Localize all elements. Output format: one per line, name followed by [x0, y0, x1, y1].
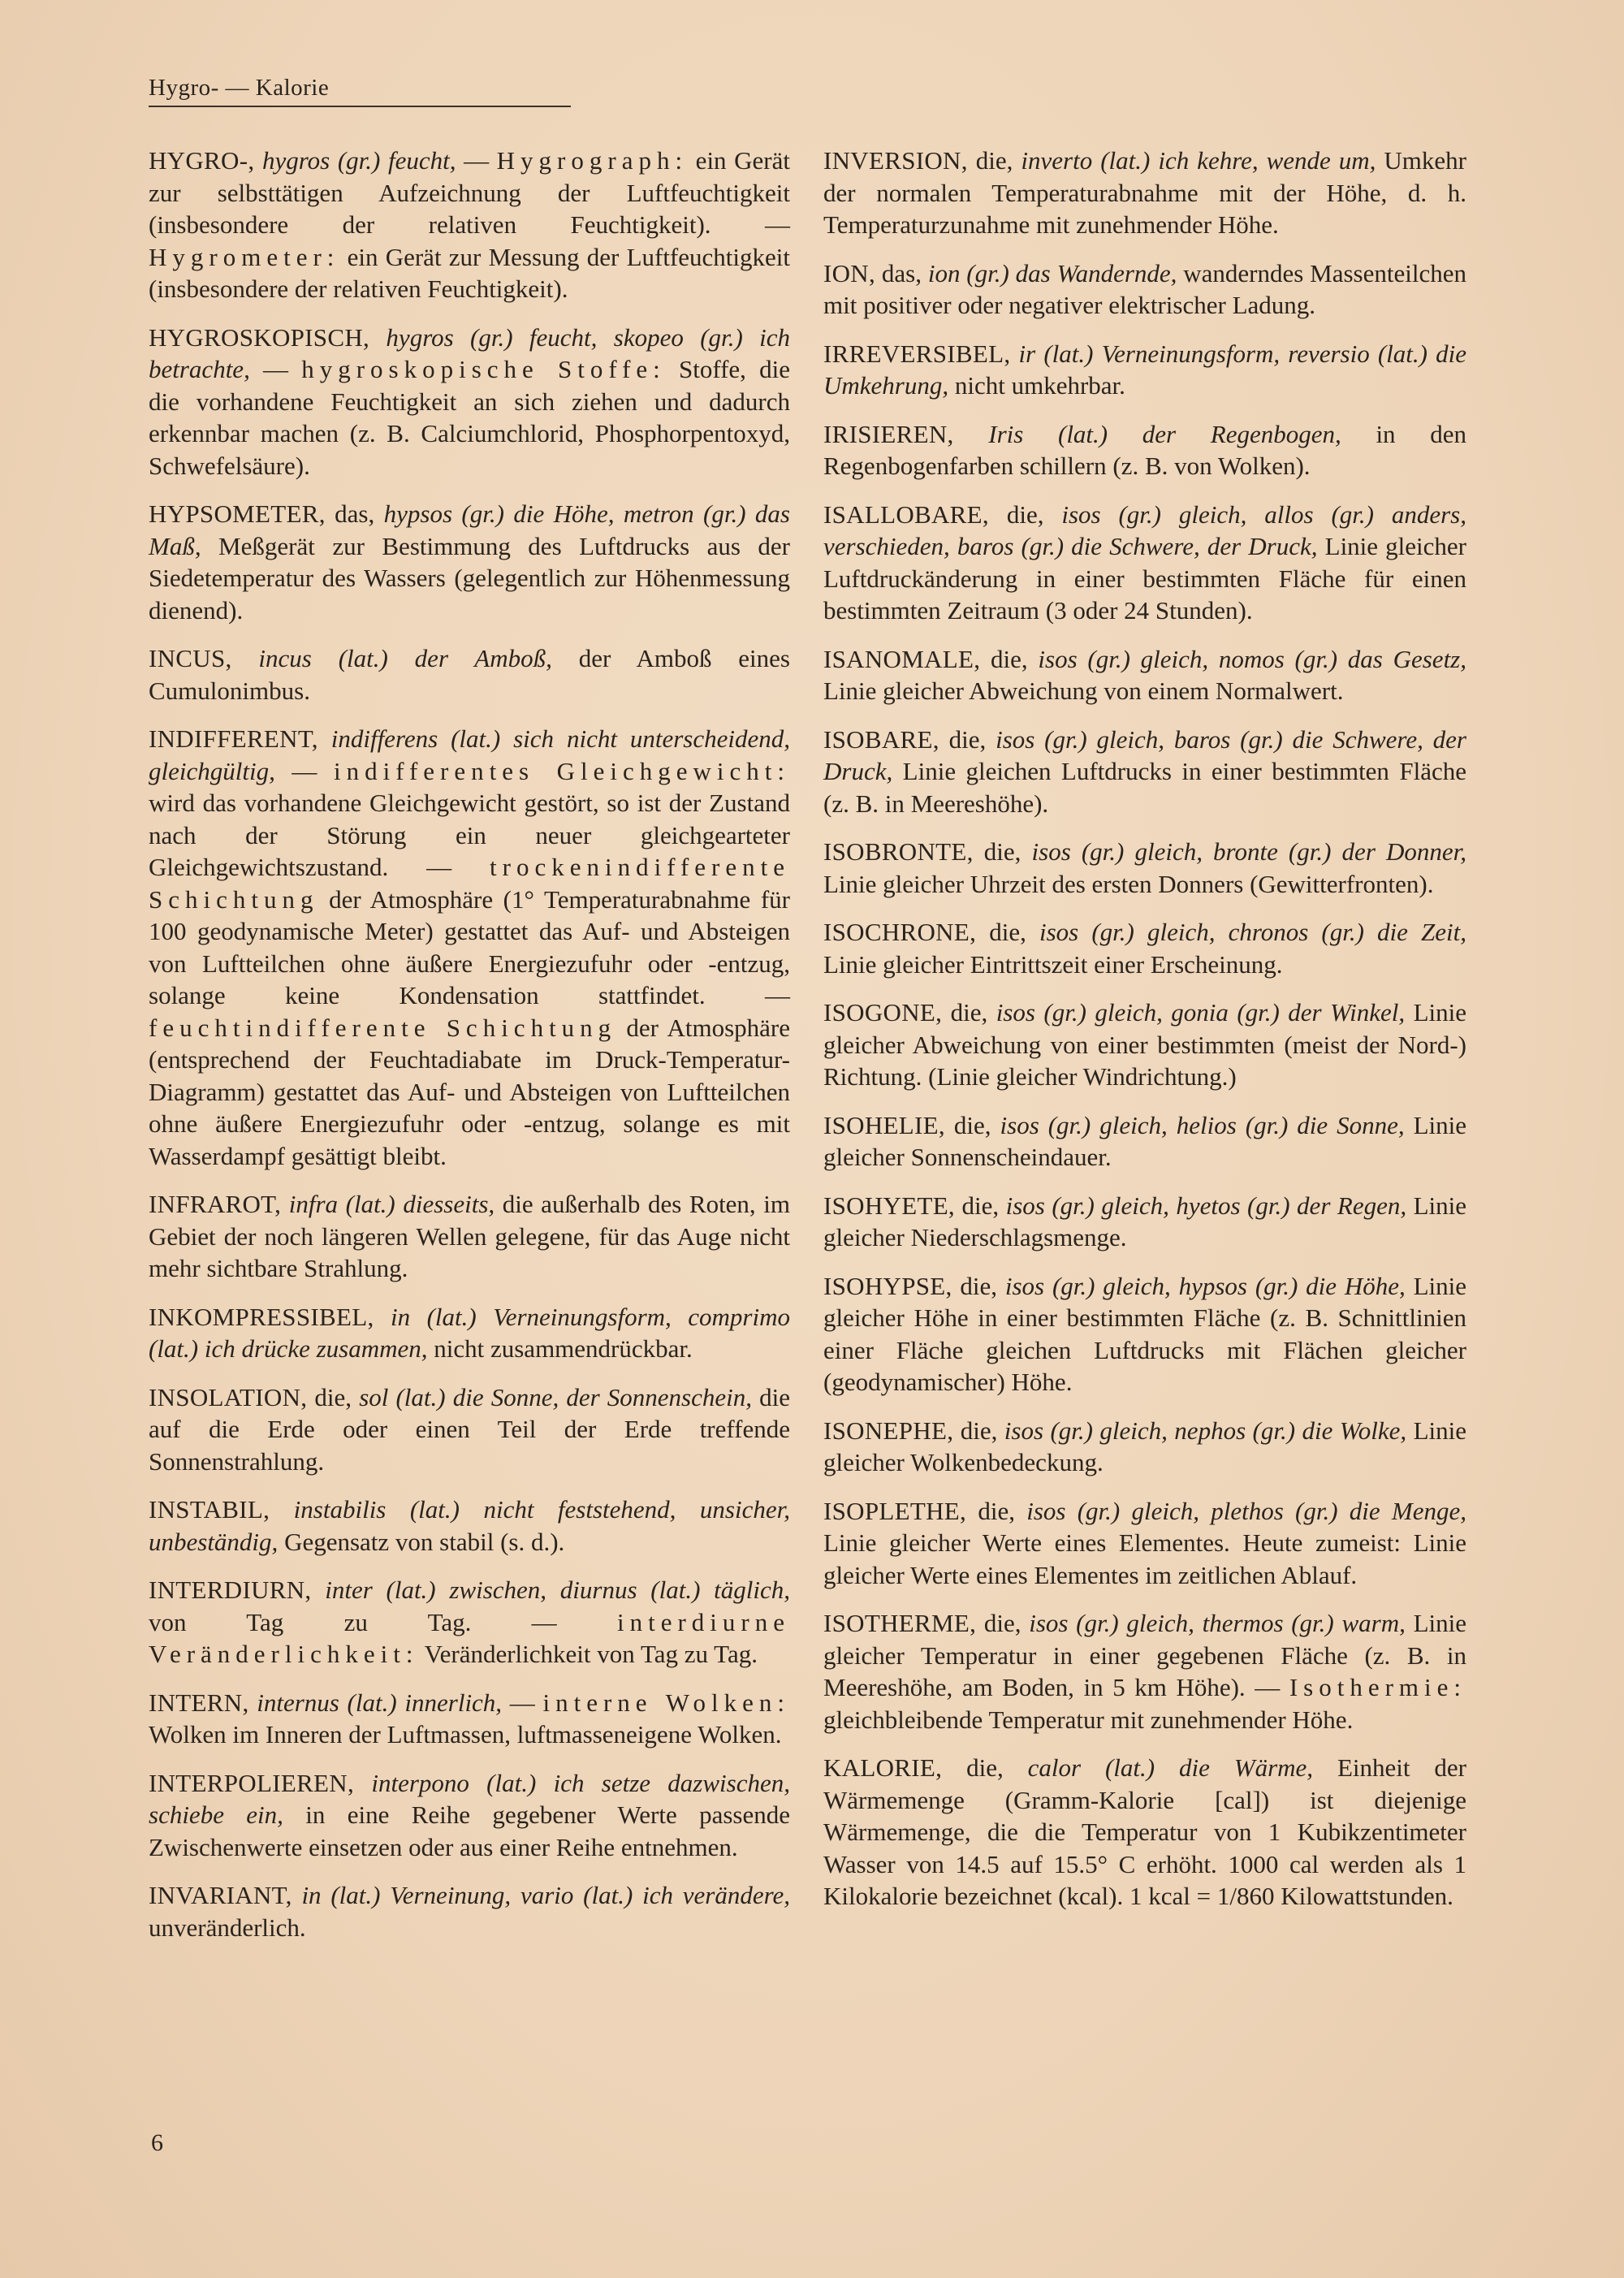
- entry-etymology: isos (gr.) gleich, baros (gr.) die Schwere, der Druck,: [823, 724, 1466, 785]
- entry-etymology: isos (gr.) gleich, nomos (gr.) das Gesetz,: [1038, 644, 1466, 673]
- glossary-entry: [149, 1301, 790, 1365]
- entry-text: Linie gleicher Uhrzeit des ersten Donners (Gewitterfronten).: [823, 869, 1434, 898]
- entry-text: Veränderlichkeit von Tag zu Tag.: [418, 1640, 758, 1668]
- entry-text: ein Gerät zur selbsttätigen Aufzeichnung der Luftfeuchtigkeit (insbesondere der relativen Feuchtigkeit). —: [149, 146, 790, 239]
- entry-etymology: in (lat.) Verneinung, vario (lat.) ich verändere,: [292, 1881, 790, 1909]
- entry-headword: ISOBARE,: [823, 724, 939, 754]
- glossary-entry: [149, 1188, 790, 1285]
- entry-text: nicht zusammendrückbar.: [427, 1334, 693, 1363]
- entry-etymology: inverto (lat.) ich kehre, wende um,: [1021, 146, 1376, 175]
- entry-text: die,: [973, 837, 1032, 866]
- entry-text: unveränderlich.: [149, 1913, 306, 1942]
- entry-text: das,: [875, 258, 928, 287]
- glossary-entry: [149, 1493, 790, 1558]
- entry-headword: IRREVERSIBEL,: [823, 339, 1011, 368]
- glossary-entry: [823, 145, 1466, 241]
- entry-headword: INFRAROT,: [149, 1190, 282, 1218]
- glossary-entry: [823, 1752, 1466, 1913]
- glossary-entry: [823, 338, 1466, 402]
- entry-etymology: in (lat.) Verneinungsform, comprimo (lat.) ich drücke zusammen,: [149, 1302, 790, 1363]
- entry-text: die,: [307, 1382, 360, 1411]
- entry-text: die,: [952, 1271, 1005, 1300]
- entry-headword: KALORIE,: [823, 1753, 943, 1782]
- entry-headword: HYGRO-,: [149, 146, 255, 175]
- entry-text: Gegensatz von stabil (s. d.).: [278, 1527, 565, 1556]
- entry-text: —: [274, 756, 334, 785]
- entry-etymology: internus (lat.) innerlich,: [248, 1688, 503, 1717]
- glossary-entry: [823, 499, 1466, 627]
- entry-headword: ISOHYETE,: [823, 1191, 955, 1220]
- running-head: Hygro- — Kalorie: [149, 75, 571, 107]
- entry-headword: INTERDIURN,: [149, 1576, 312, 1604]
- entry-text: Linie gleicher Werte eines Elementes. Heute zumeist: Linie gleicher Werte eines Elementes im zeitlichen Ablauf.: [823, 1528, 1466, 1589]
- entry-headword: HYGROSKOPISCH,: [149, 322, 370, 352]
- glossary-entry: [823, 1495, 1466, 1592]
- entry-text: die,: [966, 1496, 1027, 1525]
- entry-text: die,: [944, 1110, 1000, 1139]
- glossary-entry: [823, 1109, 1466, 1174]
- entry-text: in eine Reihe gegebener Werte passende Zwischenwerte einsetzen oder aus einer Reihe entnehmen.: [149, 1800, 791, 1861]
- entry-text: das,: [325, 499, 384, 528]
- entry-headword: INCUS,: [149, 644, 232, 672]
- entry-headword: INVERSION,: [823, 146, 968, 175]
- entry-etymology: Iris (lat.) der Regenbogen,: [953, 419, 1341, 448]
- entry-term: Hygrograph:: [496, 146, 689, 175]
- entry-headword: ISALLOBARE,: [823, 499, 989, 529]
- entry-term: feuchtindifferente Schichtung: [149, 1013, 617, 1042]
- entry-term: trockenindifferente Schichtung: [149, 853, 790, 914]
- glossary-entry: [823, 1190, 1466, 1254]
- entry-headword: HYPSOMETER,: [149, 499, 326, 528]
- glossary-entry: [149, 1381, 790, 1478]
- entry-etymology: isos (gr.) gleich, hyetos (gr.) der Regen,: [1005, 1191, 1407, 1220]
- entry-etymology: hygros (gr.) feucht,: [254, 146, 456, 175]
- entry-text: —: [249, 355, 302, 383]
- glossary-entry: [823, 1270, 1466, 1398]
- entry-term: indifferentes Gleichgewicht:: [333, 756, 790, 785]
- entry-text: die,: [942, 998, 996, 1027]
- entry-text: der Atmosphäre (entsprechend der Feuchtadiabate im Druck-Temperatur-Diagramm) gestattet das Auf- und Absteigen von Luftteilchen ohne äußere Energiezufuhr oder -entzug, solange es mit Wasserdampf gesättigt bleibt.: [149, 1013, 791, 1170]
- entry-etymology: isos (gr.) gleich, allos (gr.) anders, verschieden, baros (gr.) die Schwere, der Druck,: [823, 499, 1466, 560]
- entry-text: —: [502, 1688, 543, 1717]
- glossary-entry: [149, 642, 790, 707]
- entry-text: Einheit der Wärmemenge (Gramm-Kalorie [cal]) ist diejenige Wärmemenge, die die Temperatur von 1 Kubikzentimeter Wasser von 14.5 auf 15.5° C erhöht. 1000 cal werden als 1 Kilokalorie bezeichnet (kcal). 1 kcal = 1/860 Kilowattstunden.: [823, 1753, 1466, 1910]
- entry-headword: ISOHELIE,: [823, 1110, 945, 1139]
- entry-text: die,: [939, 724, 996, 754]
- entry-text: Umkehr der normalen Temperaturabnahme mit der Höhe, d. h. Temperaturzunahme mit zunehmender Höhe.: [823, 146, 1467, 239]
- entry-text: der Atmosphäre (1° Temperaturabnahme für 100 geodynamische Meter) gestattet das Auf- und Absteigen von Luftteilchen ohne äußere Energiezufuhr oder -entzug, solange keine Kondensation stattfindet. —: [149, 884, 790, 1009]
- entry-text: die,: [942, 1753, 1028, 1782]
- entry-headword: ISOPLETHE,: [823, 1496, 967, 1525]
- glossary-entry: [823, 916, 1466, 980]
- glossary-entry: [149, 145, 790, 305]
- entry-text: die,: [976, 918, 1039, 946]
- glossary-entry: [149, 498, 790, 626]
- entry-text: Linie gleicher Abweichung von einem Normalwert.: [823, 676, 1344, 705]
- entry-text: die,: [980, 644, 1039, 673]
- right-column: [823, 145, 1466, 1929]
- entry-headword: ISANOMALE,: [823, 644, 981, 673]
- entry-headword: ISONEPHE,: [823, 1416, 954, 1445]
- glossary-entry: [149, 1767, 790, 1864]
- glossary-entry: [149, 1574, 790, 1671]
- glossary-entry: [823, 1607, 1466, 1736]
- glossary-entry: [823, 418, 1466, 482]
- glossary-entry: [149, 322, 790, 482]
- entry-headword: INTERPOLIEREN,: [149, 1768, 355, 1797]
- entry-etymology: isos (gr.) gleich, hypsos (gr.) die Höhe,: [1004, 1271, 1406, 1300]
- entry-headword: INDIFFERENT,: [149, 724, 318, 753]
- entry-etymology: inter (lat.) zwischen, diurnus (lat.) täglich,: [311, 1576, 790, 1604]
- entry-term: interne Wolken:: [542, 1688, 790, 1717]
- entry-text: Linie gleicher Eintrittszeit einer Erscheinung.: [823, 949, 1283, 979]
- glossary-entry: [823, 724, 1466, 820]
- entry-text: von Tag zu Tag. —: [149, 1607, 617, 1636]
- entry-etymology: isos (gr.) gleich, helios (gr.) die Sonne,: [1000, 1110, 1405, 1139]
- entry-headword: INSTABIL,: [149, 1495, 270, 1524]
- entry-text: Linie gleicher Abweichung von einer bestimmten (meist der Nord-) Richtung. (Linie gleicher Windrichtung.): [823, 998, 1467, 1091]
- entry-etymology: hygros (gr.) feucht, skopeo (gr.) ich betrachte,: [149, 322, 790, 383]
- entry-text: ein Gerät zur Messung der Luftfeuchtigkeit (insbesondere der relativen Feuchtigkeit).: [149, 242, 790, 303]
- entry-etymology: isos (gr.) gleich, plethos (gr.) die Menge,: [1026, 1496, 1466, 1525]
- entry-headword: INKOMPRESSIBEL,: [149, 1302, 374, 1331]
- entry-text: Linie gleicher Temperatur in einer gegebenen Fläche (z. B. in Meereshöhe, am Boden, in 5 km Höhe). —: [823, 1609, 1466, 1701]
- entry-text: der Amboß eines Cumulonimbus.: [149, 644, 790, 705]
- entry-text: Stoffe, die die vorhandene Feuchtigkeit an sich ziehen und dadurch erkennbar machen (z. B. Calciumchlorid, Phosphorpentoxyd, Schwefelsäure).: [149, 355, 790, 480]
- entry-text: Linie gleicher Wolkenbedeckung.: [823, 1416, 1467, 1476]
- glossary-entry: [149, 1879, 790, 1943]
- glossary-entry: [823, 643, 1466, 707]
- entry-etymology: ir (lat.) Verneinungsform, reversio (lat.) die Umkehrung,: [823, 339, 1466, 400]
- entry-text: die außerhalb des Roten, im Gebiet der noch längeren Wellen gelegene, für das Auge nicht mehr sichtbare Strahlung.: [149, 1190, 790, 1282]
- glossary-entry: [823, 836, 1466, 900]
- entry-headword: ISOGONE,: [823, 998, 943, 1027]
- entry-headword: IRISIEREN,: [823, 419, 954, 448]
- glossary-entry: [823, 257, 1466, 322]
- entry-headword: ISOBRONTE,: [823, 837, 974, 866]
- entry-text: wird das vorhandene Gleichgewicht gestört, so ist der Zustand nach der Störung ein neuer gleichgearteter Gleichgewichtszustand. —: [149, 789, 790, 881]
- entry-term: interdiurne Veränderlichkeit:: [149, 1607, 790, 1668]
- glossary-entry: [149, 1687, 790, 1751]
- entry-text: die,: [967, 146, 1021, 175]
- entry-text: die,: [954, 1191, 1006, 1220]
- page-number: 6: [151, 2129, 163, 2156]
- entry-text: Linie gleicher Höhe in einer bestimmten Fläche (z. B. Schnittlinien einer Fläche gleichen Luftdrucks mit Flächen gleicher (geodynamischer) Höhe.: [823, 1271, 1467, 1396]
- entry-text: Linie gleichen Luftdrucks in einer bestimmten Fläche (z. B. in Meereshöhe).: [823, 757, 1466, 818]
- entry-headword: ION,: [823, 258, 876, 287]
- entry-etymology: instabilis (lat.) nicht feststehend, unsicher, unbeständig,: [149, 1495, 790, 1556]
- entry-text: nicht umkehrbar.: [948, 371, 1125, 400]
- entry-etymology: ion (gr.) das Wandernde,: [927, 258, 1177, 287]
- entry-text: gleichbleibende Temperatur mit zunehmender Höhe.: [823, 1705, 1354, 1734]
- entry-etymology: interpono (lat.) ich setze dazwischen, schiebe ein,: [149, 1768, 790, 1829]
- entry-headword: ISOHYPSE,: [823, 1271, 952, 1300]
- entry-text: die,: [953, 1416, 1004, 1445]
- entry-text: Linie gleicher Luftdruckänderung in einer bestimmten Fläche für einen bestimmten Zeitraum (3 oder 24 Stunden).: [823, 532, 1466, 625]
- entry-text: in den Regenbogenfarben schillern (z. B. von Wolken).: [823, 419, 1466, 480]
- entry-headword: ISOTHERME,: [823, 1609, 977, 1637]
- entry-etymology: isos (gr.) gleich, bronte (gr.) der Donner,: [1031, 837, 1466, 866]
- entry-etymology: incus (lat.) der Amboß,: [231, 644, 552, 672]
- entry-headword: INSOLATION,: [149, 1382, 308, 1411]
- entry-headword: INVARIANT,: [149, 1881, 292, 1909]
- entry-text: die,: [976, 1609, 1030, 1637]
- entry-term: Isothermie:: [1289, 1673, 1466, 1701]
- entry-text: wanderndes Massenteilchen mit positiver oder negativer elektrischer Ladung.: [823, 258, 1467, 319]
- entry-etymology: indifferens (lat.) sich nicht unterscheidend, gleichgültig,: [149, 724, 790, 785]
- entry-text: Wolken im Inneren der Luftmassen, luftmasseneigene Wolken.: [149, 1720, 782, 1748]
- entry-text: Linie gleicher Sonnenscheindauer.: [823, 1110, 1467, 1171]
- entry-text: Meßgerät zur Bestimmung des Luftdrucks aus der Siedetemperatur des Wassers (gelegentlich zur Höhenmessung dienend).: [149, 531, 790, 625]
- entry-term: hygroskopische Stoffe:: [301, 355, 666, 383]
- entry-etymology: isos (gr.) gleich, nephos (gr.) die Wolke,: [1004, 1416, 1407, 1445]
- glossary-entry: [823, 996, 1466, 1093]
- entry-etymology: hypsos (gr.) die Höhe, metron (gr.) das Maß,: [149, 499, 790, 560]
- entry-headword: ISOCHRONE,: [823, 918, 977, 946]
- entry-headword: INTERN,: [149, 1688, 249, 1717]
- entry-text: Linie gleicher Niederschlagsmenge.: [823, 1191, 1467, 1251]
- entry-text: die,: [988, 499, 1062, 529]
- glossary-entry: [823, 1415, 1466, 1479]
- entry-etymology: isos (gr.) gleich, chronos (gr.) die Zeit,: [1039, 918, 1467, 946]
- entry-etymology: infra (lat.) diesseits,: [281, 1190, 495, 1218]
- entry-text: —: [456, 146, 497, 175]
- glossary-entry: [149, 723, 790, 1172]
- entry-etymology: isos (gr.) gleich, thermos (gr.) warm,: [1029, 1609, 1406, 1637]
- entry-etymology: calor (lat.) die Wärme,: [1027, 1753, 1314, 1782]
- entry-term: Hygrometer:: [149, 242, 340, 271]
- entry-etymology: isos (gr.) gleich, gonia (gr.) der Winkel,: [996, 998, 1406, 1027]
- entry-text: die auf die Erde oder einen Teil der Erde treffende Sonnenstrahlung.: [149, 1382, 791, 1476]
- entry-etymology: sol (lat.) die Sonne, der Sonnenschein,: [359, 1382, 753, 1411]
- left-column: [149, 145, 790, 1960]
